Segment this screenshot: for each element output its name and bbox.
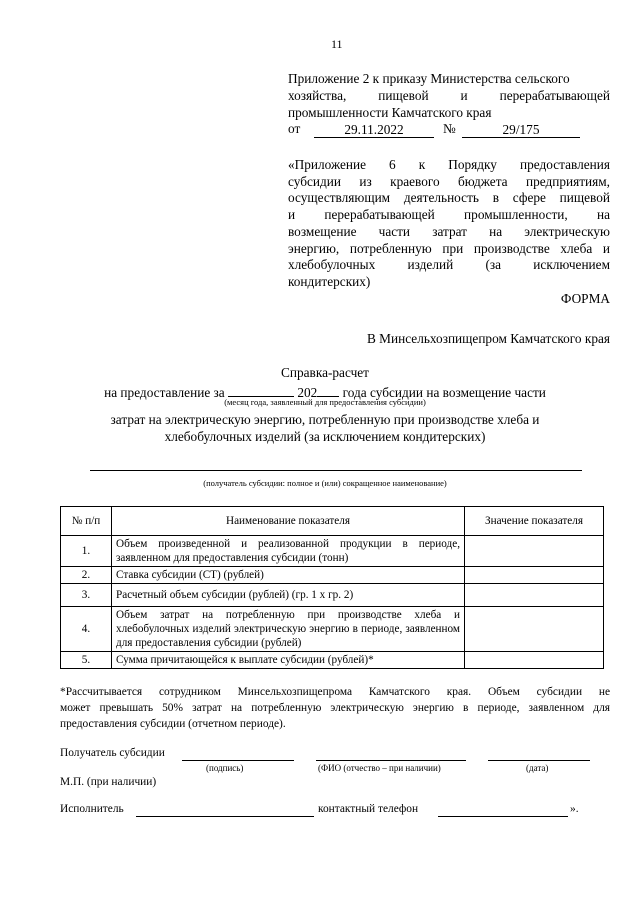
year-blank (317, 382, 339, 397)
signature-line[interactable] (182, 748, 294, 761)
table-row (61, 607, 604, 652)
executor-label: Исполнитель (60, 803, 124, 815)
title-text: года субсидии на возмещение части (342, 385, 546, 400)
fio-line[interactable] (316, 748, 466, 761)
header-value: Значение показателя (465, 507, 604, 536)
quote-line: хлебобулочных изделий (за исключением (288, 257, 610, 273)
date-hint: (дата) (526, 763, 549, 773)
footnote-line: предоставления субсидии (отчетном периоде). (60, 718, 286, 730)
form-label: ФОРМА (560, 291, 610, 306)
month-hint: (месяц года, заявленный для предоставления субсидии) (224, 397, 426, 407)
quote-line: «Приложение 6 к Порядку предоставления (288, 157, 610, 172)
quote-line: энергию, потребленную при производстве хлеба и (288, 240, 610, 256)
row-num: 4. (61, 607, 112, 652)
quote-line: осуществляющим деятельность в сфере пищевой (288, 190, 610, 206)
row-value[interactable] (465, 652, 604, 669)
footnote-line: может превышать 50% затрат на потребленную электрическую энергию в периоде, заявленном для (60, 702, 610, 714)
title-lines (40, 411, 610, 445)
fio-hint: (ФИО (отчество – при наличии) (318, 763, 441, 773)
row-value[interactable] (465, 567, 604, 584)
quote-line: кондитерских) (288, 273, 371, 289)
row-name: Ставка субсидии (СТ) (рублей) (112, 567, 465, 584)
signature-hint: (подпись) (206, 763, 244, 773)
header-num: № п/п (61, 507, 112, 536)
footnote-line: *Рассчитывается сотрудником Минсельхозпищепрома Камчатского края. Объем субсидии не (60, 686, 610, 698)
document-title: Справка-расчет (281, 365, 369, 380)
recipient-label: Получатель субсидии (60, 747, 165, 759)
row-name: Объем произведенной и реализованной продукции в периоде, заявленном для предоставления субсидии (тонн) (112, 536, 465, 567)
table-row (61, 536, 604, 567)
row-value[interactable] (465, 536, 604, 567)
year-prefix: 202 (297, 385, 318, 400)
recipient-hint: (получатель субсидии: полное и (или) сокращенное наименование) (203, 478, 447, 488)
addressee: В Минсельхозпищепром Камчатского края (366, 331, 610, 346)
appendix-line: промышленности Камчатского края (288, 105, 492, 120)
title-line: хлебобулочных изделий (за исключением кондитерских) (164, 429, 486, 444)
row-name: Расчетный объем субсидии (рублей) (гр. 1 х гр. 2) (112, 584, 465, 607)
appendix-quote (288, 157, 610, 291)
quote-line: и перерабатывающей промышленности, на (288, 207, 610, 223)
stamp-label: М.П. (при наличии) (60, 776, 157, 788)
closing-quote: ». (570, 803, 579, 815)
signature-block (60, 747, 620, 807)
table-row (61, 652, 604, 669)
appendix-line: хозяйства, пищевой и перерабатывающей (288, 88, 610, 103)
footnote (60, 684, 610, 732)
order-date: 29.11.2022 (314, 122, 434, 138)
table-header-row (61, 507, 604, 536)
row-value[interactable] (465, 584, 604, 607)
row-num: 3. (61, 584, 112, 607)
indicators-table (60, 506, 604, 669)
title-text: на предоставление за (104, 385, 225, 400)
table-row (61, 584, 604, 607)
row-num: 1. (61, 536, 112, 567)
order-date-number (288, 121, 588, 139)
row-num: 5. (61, 652, 112, 669)
appendix-heading (288, 70, 610, 121)
quote-line: субсидии из краевого бюджета предприятиям, (288, 173, 610, 189)
header-name: Наименование показателя (112, 507, 465, 536)
date-line[interactable] (488, 748, 590, 761)
row-num: 2. (61, 567, 112, 584)
phone-label: контактный телефон (318, 803, 419, 815)
page-number: 11 (331, 37, 343, 51)
recipient-blank-line (90, 470, 582, 471)
month-blank (228, 382, 294, 397)
row-name: Объем затрат на потребленную при производстве хлеба и хлебобулочных изделий электрическую энергию в периоде, заявленном для предоставления субсидии (рублей) (112, 607, 465, 652)
quote-line: возмещение части затрат на электрическую (288, 223, 610, 239)
phone-line[interactable] (438, 804, 568, 817)
table-row (61, 567, 604, 584)
number-label: № (443, 121, 456, 136)
ot-label: от (288, 121, 301, 136)
title-line: затрат на электрическую энергию, потребленную при производстве хлеба и (110, 412, 540, 427)
appendix-line: Приложение 2 к приказу Министерства сельского (288, 71, 570, 86)
row-name: Сумма причитающейся к выплате субсидии (рублей)* (112, 652, 465, 669)
order-number: 29/175 (462, 122, 580, 138)
executor-row (60, 803, 620, 821)
row-value[interactable] (465, 607, 604, 652)
executor-line[interactable] (136, 804, 314, 817)
